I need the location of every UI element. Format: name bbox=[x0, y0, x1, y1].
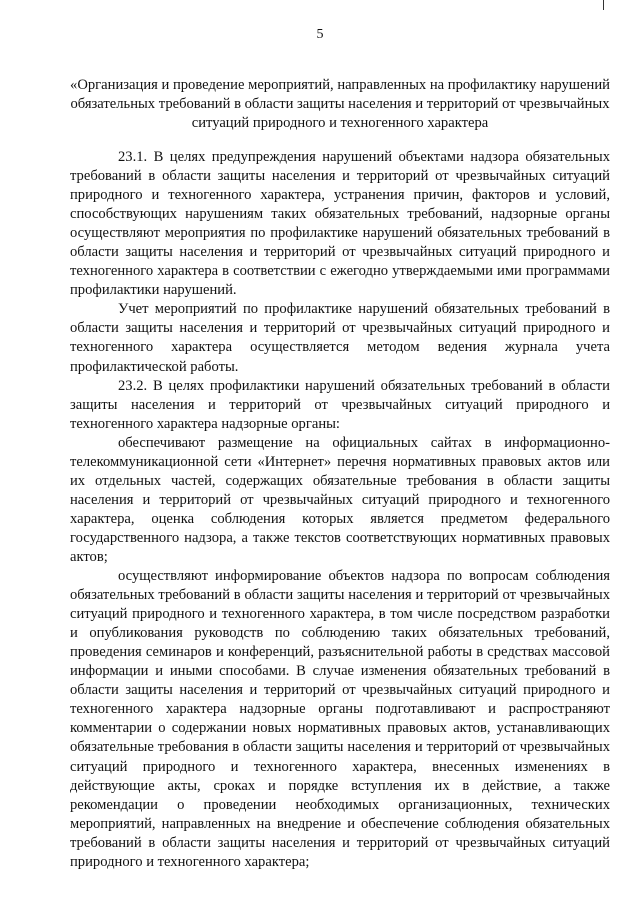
paragraph-accounting: Учет мероприятий по профилактике нарушений обязательных требований в области защиты населения и территорий от чрезвычайных ситуаций природного и техногенного характера осуществляется методом ведения журнала учета профилактической работы. bbox=[70, 301, 610, 375]
paragraph-publication: обеспечивают размещение на официальных сайтах в информационно-телекоммуникационной сети «Интернет» перечня нормативных правовых актов или их отдельных частей, содержащих обязательные требования в области защиты населения и территорий от чрезвычайных ситуаций природного и техногенного характера, оценка соблюдения которых является предметом федерального государственного надзора, а также текстов соответствующих нормативных правовых актов; bbox=[70, 434, 610, 565]
scan-mark bbox=[603, 0, 604, 10]
document-body bbox=[70, 148, 610, 872]
paragraph-23-2: 23.2. В целях профилактики нарушений обязательных требований в области защиты населения и территорий от чрезвычайных ситуаций природного и техногенного характера надзорные органы: bbox=[70, 377, 610, 432]
section-title: «Организация и проведение мероприятий, направленных на профилактику нарушений обязательных требований в области защиты населения и территорий от чрезвычайных ситуаций природного и техногенного характера bbox=[70, 77, 610, 131]
page-number: 5 bbox=[316, 27, 324, 42]
paragraph-23-1: 23.1. В целях предупреждения нарушений объектами надзора обязательных требований в области защиты населения и территорий от чрезвычайных ситуаций природного и техногенного характера, устранения причин, факторов и условий, способствующих нарушениям таких обязательных требований, надзорные органы осуществляют мероприятия по профилактике нарушений обязательных требований в области защиты населения и территорий от чрезвычайных ситуаций природного и техногенного характера в соответствии с ежегодно утверждаемыми ими программами профилактики нарушений. bbox=[70, 149, 610, 299]
paragraph-informing: осуществляют информирование объектов надзора по вопросам соблюдения обязательных требований в области защиты населения и территорий от чрезвычайных ситуаций природного и техногенного характера, в том числе посредством разработки и опубликования руководств по соблюдению таких обязательных требований, проведения семинаров и конференций, разъяснительной работы в средствах массовой информации и иными способами. В случае изменения обязательных требований в области защиты населения и территорий от чрезвычайных ситуаций природного и техногенного характера надзорные органы подготавливают и распространяют комментарии о содержании новых нормативных правовых актов, устанавливающих обязательные требования в области защиты населения и территорий от чрезвычайных ситуаций природного и техногенного характера, внесенных изменениях в действующие акты, сроках и порядке вступления их в действие, а также рекомендации о проведении необходимых организационных, технических мероприятий, направленных на внедрение и обеспечение соблюдения обязательных требований в области защиты населения и территорий от чрезвычайных ситуаций природного и техногенного характера; bbox=[70, 568, 610, 870]
